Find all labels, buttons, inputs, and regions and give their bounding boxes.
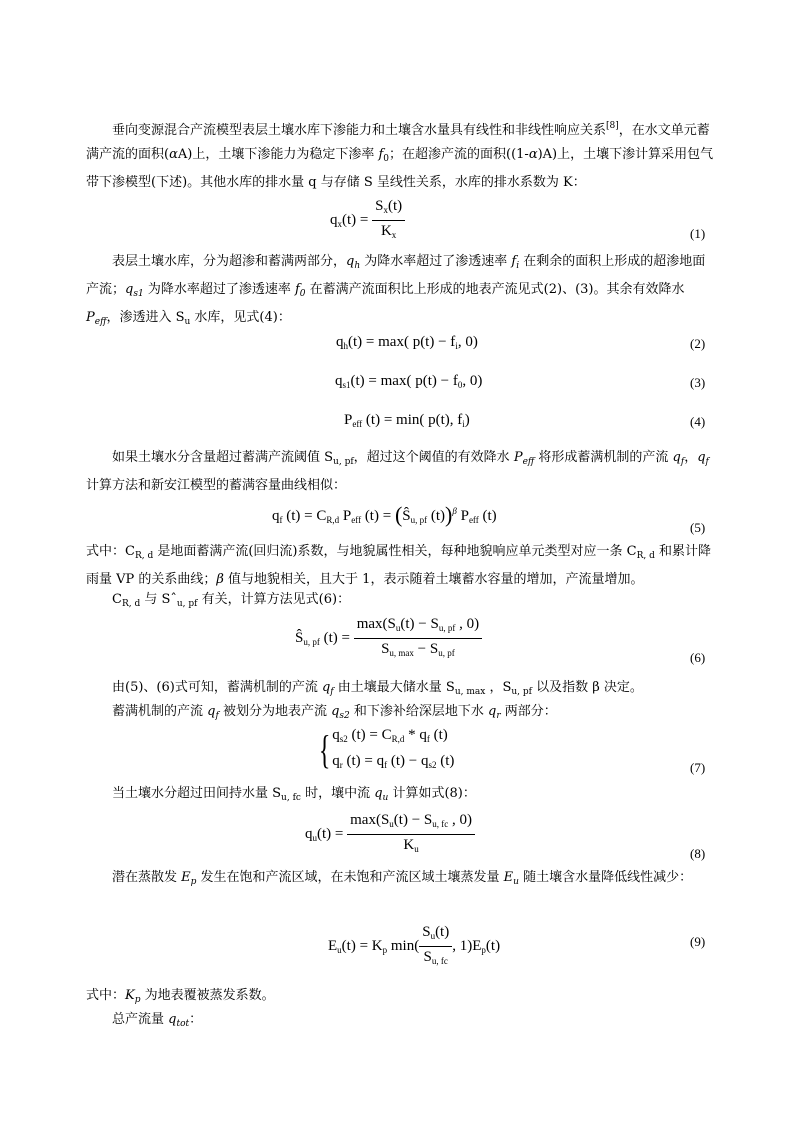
paragraph-coefficient-note: 式中：$C_{R, d}$ 是地面蓄满产流(回归流)系数，与地貌属性相关，每种地貌响应单元类型对应一条 $C_{R, d}$ 和累计降雨量 VP 的关系曲线；β 值与地貌相关，且大于 1，表示随着土壤蓄水容量的增加，产流量增加。: [86, 544, 711, 587]
equation-number: (9): [690, 934, 706, 949]
paragraph-saturation-factors: 由(5)、(6)式可知，蓄满机制的产流 $q_f$ 由土壤最大储水量 $S_{u, max}$ ，$S_{u, pf}$ 以及指数 β 决定。: [112, 680, 643, 697]
paragraph-surface-reservoir: 表层土壤水库，分为超渗和蓄满两部分，$q_h$ 为降水率超过了渗透速率 $f_i$ 在剩余的面积上形成的超渗地面产流；$q_{s1}$ 为降水率超过了渗透速率 $f_0$ 在蓄满产流面积比上形成的地表产流见式(2)、(3)。其余有效降水 $P_{eff}$，渗透进入 $S_u$ 水库，见式(4)：: [86, 254, 706, 327]
equation-6: $Ŝ_{u, pf}$ (t) = $\frac{\max(S_u(t) - S_{u, pf} , 0)}{S_{u, max} - S_{u, pf}}$ (6): [295, 616, 706, 665]
equation-number: (5): [690, 520, 706, 535]
paragraph-interflow: 当土壤水分超过田间持水量 $S_{u, fc}$ 时，壤中流 $q_u$ 计算如式(8)：: [112, 786, 476, 803]
paragraph-runoff-split: 蓄满机制的产流 $q_f$ 被划分为地表产流 $q_{s2}$ 和下渗补给深层地下水 $q_r$ 两部分：: [112, 704, 557, 721]
equation-2: $q_h(t) = \max$( $p(t) - f_i$, 0) (2): [336, 334, 706, 351]
equation-7: { $q_{s2}$ $(t) = C_{R,d} * q_f$ (t) $q_r$ $(t) = q_f$ $(t) - q_{s2}$ (t) (7): [318, 727, 706, 775]
equation-number: (7): [690, 760, 706, 775]
paragraph-total-runoff: 总产流量 $q_{tot}$：: [112, 1012, 203, 1029]
equation-number: (4): [690, 414, 706, 429]
paragraph-cr-relation: $C_{R, d}$ 与 Sˆ$_{u, pf}$ 有关，计算方法见式(6)：: [112, 592, 351, 609]
paragraph-evaporation: 潜在蒸散发 $E_p$ 发生在饱和产流区域，在未饱和产流区域土壤蒸发量 $E_u$ 随土壤含水量降低线性减少：: [112, 870, 693, 887]
equation-8: $q_u(t)$ = $\frac{\max(S_u(t) - S_{u, fc} , 0)}{K_u}$ (8): [305, 812, 706, 861]
paragraph-model-intro: 垂向变源混合产流模型表层土壤水库下渗能力和土壤含水量具有线性和非线性响应关系[8]，在水文单元蓄满产流的面积(αA)上，土壤下渗能力为稳定下渗率 $f_0$；在超渗产流的面积((1-α)A)上，土壤下渗计算采用包气带下渗模型(下述)。其他水库的排水量 q 与存储 S 呈线性关系，水库的排水系数为 K：: [86, 121, 714, 190]
equation-9: $E_u(t) = K_p$ min( $\frac{S_u(t)}{S_{u, fc}}$ , $1)E_p(t)$ (9): [328, 924, 706, 966]
equation-number: (6): [690, 650, 706, 665]
equation-number: (1): [690, 226, 706, 241]
equation-number: (8): [690, 846, 706, 861]
equation-3: $q_{s1}(t) = \max$( $p(t) - f_0$, 0) (3): [335, 373, 706, 390]
equation-5: $q_f$ $(t) = C_{R,d}$ $P_{eff}$ $(t) = (Ŝ_{u, pf}$ (t))$^\beta$ $P_{eff}$ (t) (5): [272, 502, 706, 535]
equation-number: (2): [690, 336, 706, 351]
equation-4: $P_{eff}$ (t) = min( p(t), $f_i$) (4): [344, 412, 706, 429]
paragraph-saturation-runoff: 如果土壤水分含量超过蓄满产流阈值 $S_{u, pf}$，超过这个阈值的有效降水 $P_{eff}$ 将形成蓄满机制的产流 $q_f$，$q_f$ 计算方法和新安江模型的蓄满容量曲线相似：: [86, 450, 709, 493]
equation-1: $q_x(t)$ = $\frac{S_x(t)}{K_x}$ (1): [330, 198, 706, 241]
equation-number: (3): [690, 375, 706, 390]
paragraph-kp-note: 式中：$K_p$ 为地表覆被蒸发系数。: [86, 988, 275, 1005]
